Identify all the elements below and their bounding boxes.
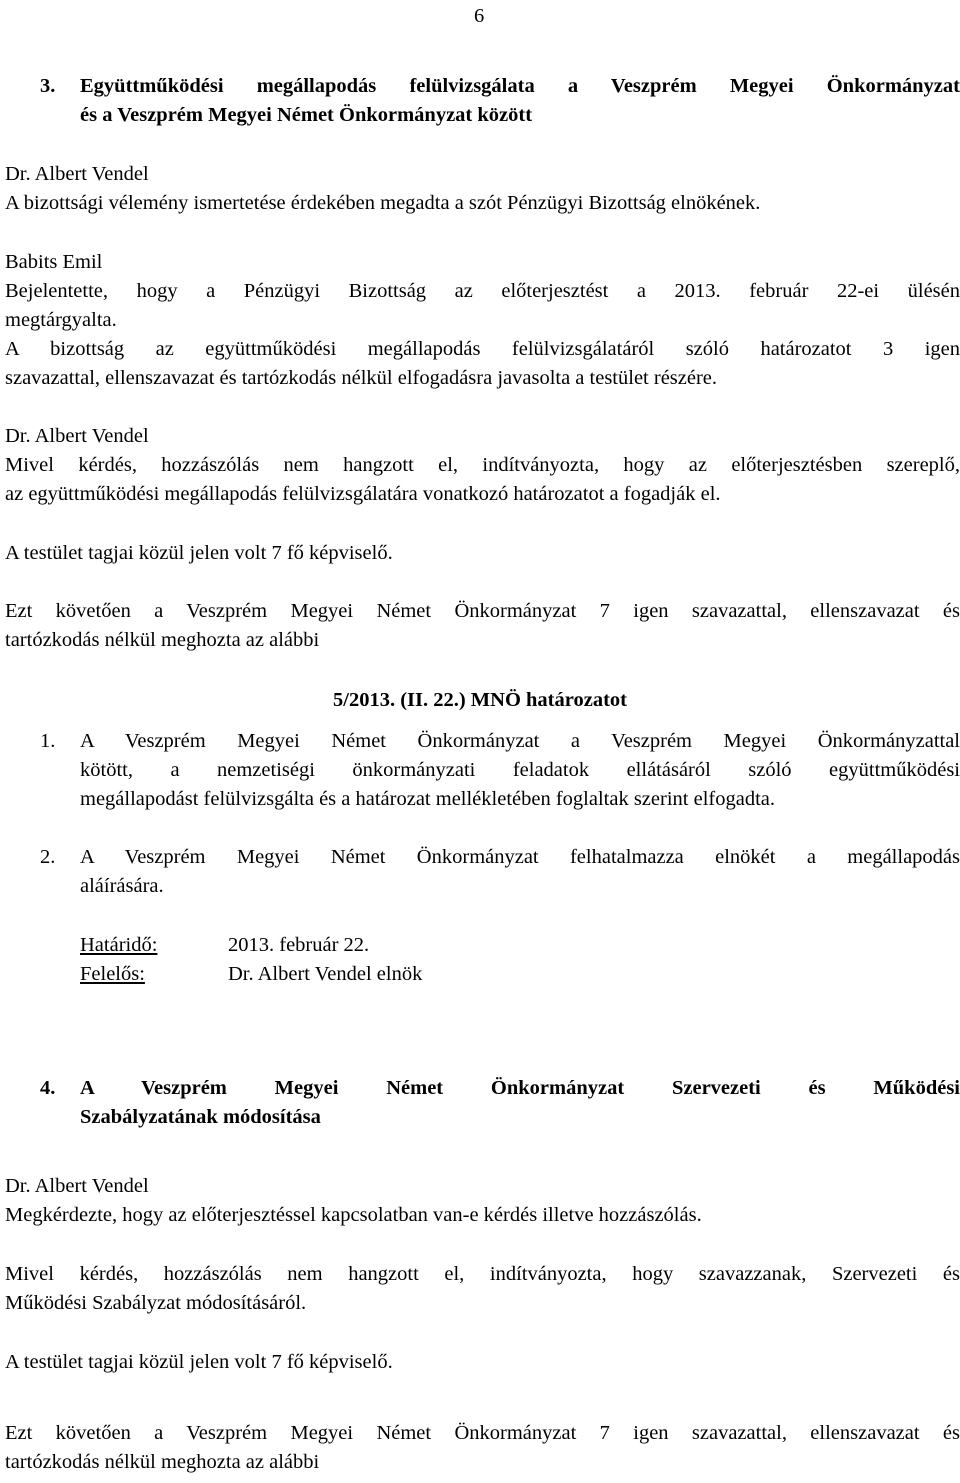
item-line: kötött, a nemzetiségi önkormányzati feladatok ellátásáról szóló együttműködési: [80, 759, 960, 781]
speaker-name: Babits Emil: [5, 251, 103, 273]
paragraph-line: Működési Szabályzat módosításáról.: [5, 1292, 307, 1314]
paragraph-line: A bizottság az együttműködési megállapodás felülvizsgálatáról szóló határozatot 3 igen: [5, 338, 960, 360]
speaker-name: Dr. Albert Vendel: [5, 425, 149, 447]
responsible-value: Dr. Albert Vendel elnök: [228, 963, 423, 985]
section-title-line: Szabályzatának módosítása: [80, 1106, 321, 1128]
attendance-line: A testület tagjai közül jelen volt 7 fő képviselő.: [5, 542, 393, 564]
paragraph-line: A bizottsági vélemény ismertetése érdekében megadta a szót Pénzügyi Bizottság elnökének.: [5, 192, 761, 214]
paragraph-line: Ezt követően a Veszprém Megyei Német Önkormányzat 7 igen szavazattal, ellenszavazat és: [5, 600, 960, 622]
deadline-label: Határidő:: [80, 934, 158, 956]
paragraph-line: az együttműködési megállapodás felülvizsgálatára vonatkozó határozatot a fogadják el.: [5, 483, 721, 505]
deadline-row: [80, 931, 369, 960]
responsible-row: [80, 960, 422, 989]
paragraph-line: tartózkodás nélkül meghozta az alábbi: [5, 1451, 320, 1473]
page-number: 6: [474, 5, 485, 27]
section-number: 3.: [40, 75, 56, 97]
section-title-line: Együttműködési megállapodás felülvizsgálata a Veszprém Megyei Önkormányzat: [80, 75, 960, 97]
item-number: 2.: [40, 846, 56, 868]
paragraph-line: Mivel kérdés, hozzászólás nem hangzott el, indítványozta, hogy szavazzanak, Szervezeti és: [5, 1263, 960, 1285]
resolution-item-1: [40, 727, 960, 814]
section-4-heading: [40, 1074, 960, 1132]
attendance-line: A testület tagjai közül jelen volt 7 fő képviselő.: [5, 1351, 393, 1373]
section-number: 4.: [40, 1077, 56, 1099]
paragraph-line: megtárgyalta.: [5, 309, 117, 331]
resolution-item-2: [40, 843, 960, 901]
section-title-line: A Veszprém Megyei Német Önkormányzat Szervezeti és Működési: [80, 1077, 960, 1099]
item-line: A Veszprém Megyei Német Önkormányzat a Veszprém Megyei Önkormányzattal: [80, 730, 960, 752]
deadline-value: 2013. február 22.: [228, 934, 370, 956]
paragraph-line: szavazattal, ellenszavazat és tartózkodás nélkül elfogadásra javasolta a testület részére.: [5, 367, 718, 389]
paragraph-line: Megkérdezte, hogy az előterjesztéssel kapcsolatban van-e kérdés illetve hozzászólás.: [5, 1204, 702, 1226]
item-line: megállapodást felülvizsgálta és a határozat mellékletében foglaltak szerint elfogadta.: [80, 788, 775, 810]
paragraph-line: tartózkodás nélkül meghozta az alábbi: [5, 629, 320, 651]
paragraph-line: Ezt követően a Veszprém Megyei Német Önkormányzat 7 igen szavazattal, ellenszavazat és: [5, 1422, 960, 1444]
section-title-line: és a Veszprém Megyei Német Önkormányzat között: [80, 104, 533, 126]
speaker-name: Dr. Albert Vendel: [5, 163, 149, 185]
item-line: A Veszprém Megyei Német Önkormányzat felhatalmazza elnökét a megállapodás: [80, 846, 960, 868]
paragraph-line: Mivel kérdés, hozzászólás nem hangzott el, indítványozta, hogy az előterjesztésben szereplő,: [5, 454, 960, 476]
section-3-heading: [40, 72, 960, 130]
responsible-label: Felelős:: [80, 963, 145, 985]
paragraph-line: Bejelentette, hogy a Pénzügyi Bizottság az előterjesztést a 2013. február 22-ei ülésén: [5, 280, 960, 302]
item-line: aláírására.: [80, 875, 164, 897]
resolution-title: 5/2013. (II. 22.) MNÖ határozatot: [333, 689, 627, 711]
item-number: 1.: [40, 730, 56, 752]
speaker-name: Dr. Albert Vendel: [5, 1175, 149, 1197]
